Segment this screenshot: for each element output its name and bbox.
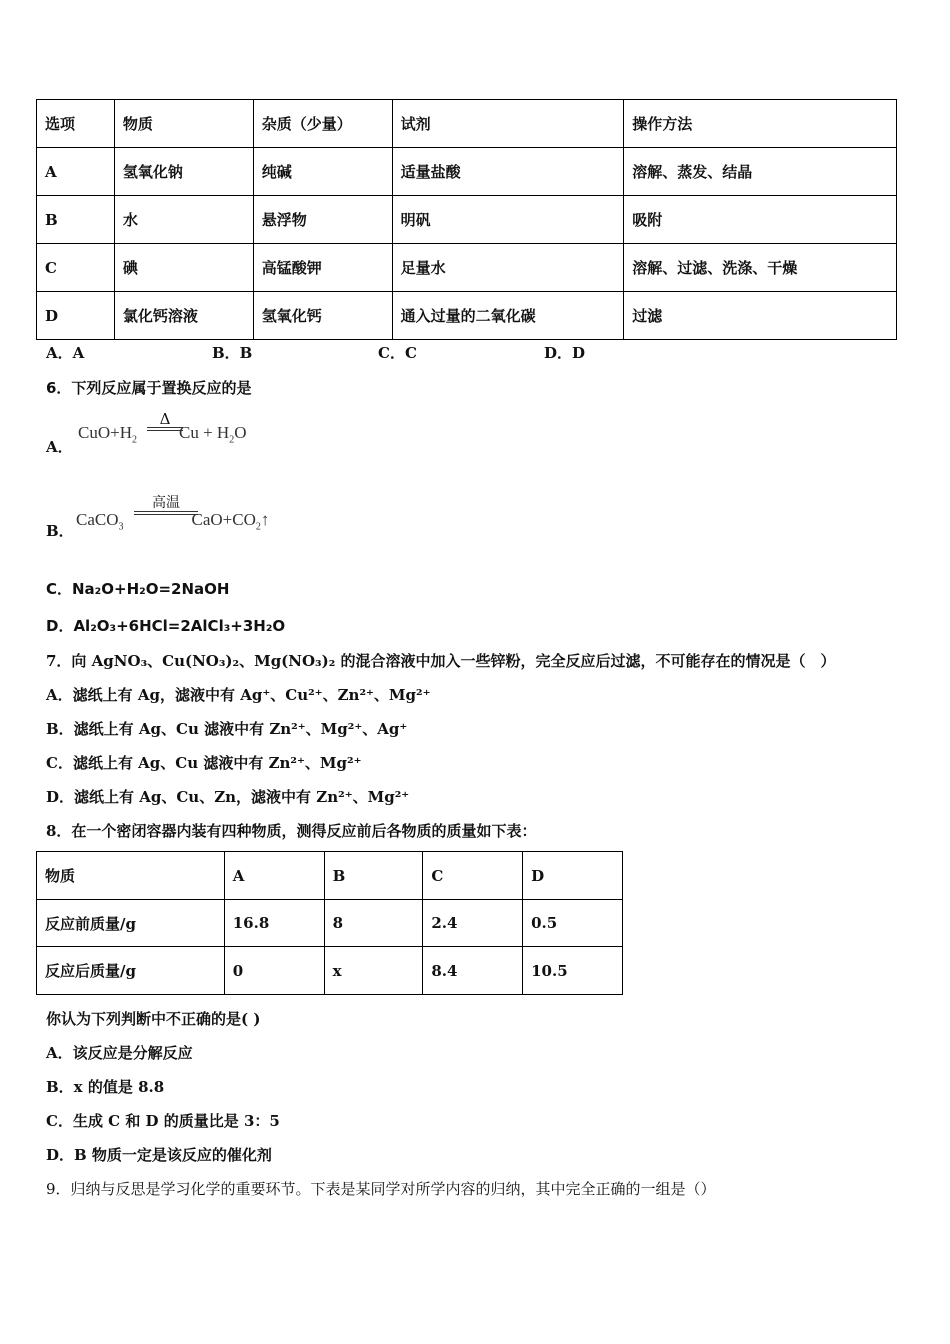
- table-cell: 碘: [114, 244, 253, 292]
- table-cell: 反应后质量/g: [37, 947, 225, 995]
- q6-option-a-label: A．: [46, 438, 73, 456]
- table-cell: 溶解、蒸发、结晶: [624, 148, 897, 196]
- table-cell: x: [324, 947, 423, 995]
- q6-equation-b: CaCO$_3$ $CaO+CO_2↑$: [76, 510, 270, 533]
- header-cell: A: [224, 852, 324, 900]
- table-cell: 吸附: [624, 196, 897, 244]
- option-c: C．C: [378, 344, 417, 362]
- table-cell: 氢氧化钠: [114, 148, 253, 196]
- table-row: [37, 292, 897, 340]
- header-cell: 试剂: [392, 100, 624, 148]
- header-cell: 操作方法: [624, 100, 897, 148]
- q6-option-b-label: B．: [46, 522, 74, 540]
- q8-stem: 8．在一个密闭容器内装有四种物质，测得反应前后各物质的质量如下表：: [46, 822, 537, 840]
- impurity-table: [36, 99, 897, 340]
- table-header-row: [37, 852, 623, 900]
- table-cell: 通入过量的二氧化碳: [392, 292, 624, 340]
- mass-table: [36, 851, 623, 995]
- table-cell: 反应前质量/g: [37, 900, 225, 947]
- table-cell: B: [37, 196, 115, 244]
- header-cell: 杂质（少量）: [253, 100, 392, 148]
- q6-condition-b: [134, 495, 198, 515]
- table-cell: 高锰酸钾: [253, 244, 392, 292]
- q6-option-d: D．Al₂O₃+6HCl=2AlCl₃+3H₂O: [46, 617, 286, 635]
- q7-option-d: D．滤纸上有 Ag、Cu、Zn，滤液中有 Zn²⁺、Mg²⁺: [46, 788, 410, 806]
- header-cell: D: [523, 852, 623, 900]
- option-b: B．B: [212, 344, 253, 362]
- table-cell: 2.4: [423, 900, 523, 947]
- q6-option-c: C．Na₂O+H₂O=2NaOH: [46, 580, 230, 598]
- table-cell: 明矾: [392, 196, 624, 244]
- q7-stem: 7．向 AgNO₃、Cu(NO₃)₂、Mg(NO₃)₂ 的混合溶液中加入一些锌粉，完全反应后过滤，不可能存在的情况是（ ）: [46, 652, 836, 670]
- table-cell: 0.5: [523, 900, 623, 947]
- table-cell: 过滤: [624, 292, 897, 340]
- q6-condition-a: [147, 411, 183, 431]
- q5-options: [46, 342, 585, 363]
- table-cell: 0: [224, 947, 324, 995]
- header-cell: 选项: [37, 100, 115, 148]
- table-cell: 8: [324, 900, 423, 947]
- table-cell: C: [37, 244, 115, 292]
- q6-stem: 6．下列反应属于置换反应的是: [46, 379, 252, 397]
- table-cell: 纯碱: [253, 148, 392, 196]
- table-header-row: [37, 100, 897, 148]
- table-cell: 8.4: [423, 947, 523, 995]
- q7-option-b: B．滤纸上有 Ag、Cu 滤液中有 Zn²⁺、Mg²⁺、Ag⁺: [46, 720, 408, 738]
- header-cell: 物质: [114, 100, 253, 148]
- table-cell: 溶解、过滤、洗涤、干燥: [624, 244, 897, 292]
- table-cell: 10.5: [523, 947, 623, 995]
- table-row: [37, 244, 897, 292]
- table-row: [37, 196, 897, 244]
- double-line: [134, 511, 198, 515]
- q6-equation-a: $CuO+H_2$ $Cu + H_2O$: [78, 423, 247, 446]
- header-cell: C: [423, 852, 523, 900]
- table-cell: 水: [114, 196, 253, 244]
- table-row: [37, 148, 897, 196]
- table-row: [37, 900, 623, 947]
- q8-option-b: B．x 的值是 8.8: [46, 1078, 165, 1096]
- table-cell: 氢氧化钙: [253, 292, 392, 340]
- q8-option-a: A．该反应是分解反应: [46, 1044, 193, 1062]
- table-cell: 足量水: [392, 244, 624, 292]
- high-temp-label: 高温: [152, 495, 180, 511]
- option-d: D．D: [544, 344, 586, 362]
- q7-option-c: C．滤纸上有 Ag、Cu 滤液中有 Zn²⁺、Mg²⁺: [46, 754, 362, 772]
- q8-option-d: D．B 物质一定是该反应的催化剂: [46, 1146, 272, 1164]
- table-cell: 适量盐酸: [392, 148, 624, 196]
- table-cell: 氯化钙溶液: [114, 292, 253, 340]
- table-cell: 16.8: [224, 900, 324, 947]
- header-cell: 物质: [37, 852, 225, 900]
- q8-question: 你认为下列判断中不正确的是( ): [46, 1010, 261, 1028]
- table-cell: 悬浮物: [253, 196, 392, 244]
- option-a: A．A: [46, 344, 85, 362]
- q8-option-c: C．生成 C 和 D 的质量比是 3：5: [46, 1112, 280, 1130]
- q9-stem: 9．归纳与反思是学习化学的重要环节。下表是某同学对所学内容的归纳，其中完全正确的一组是（）: [46, 1180, 716, 1198]
- heat-symbol: Δ: [159, 410, 171, 428]
- q7-option-a: A．滤纸上有 Ag，滤液中有 Ag⁺、Cu²⁺、Zn²⁺、Mg²⁺: [46, 686, 431, 704]
- table-cell: A: [37, 148, 115, 196]
- table-row: [37, 947, 623, 995]
- table-cell: D: [37, 292, 115, 340]
- header-cell: B: [324, 852, 423, 900]
